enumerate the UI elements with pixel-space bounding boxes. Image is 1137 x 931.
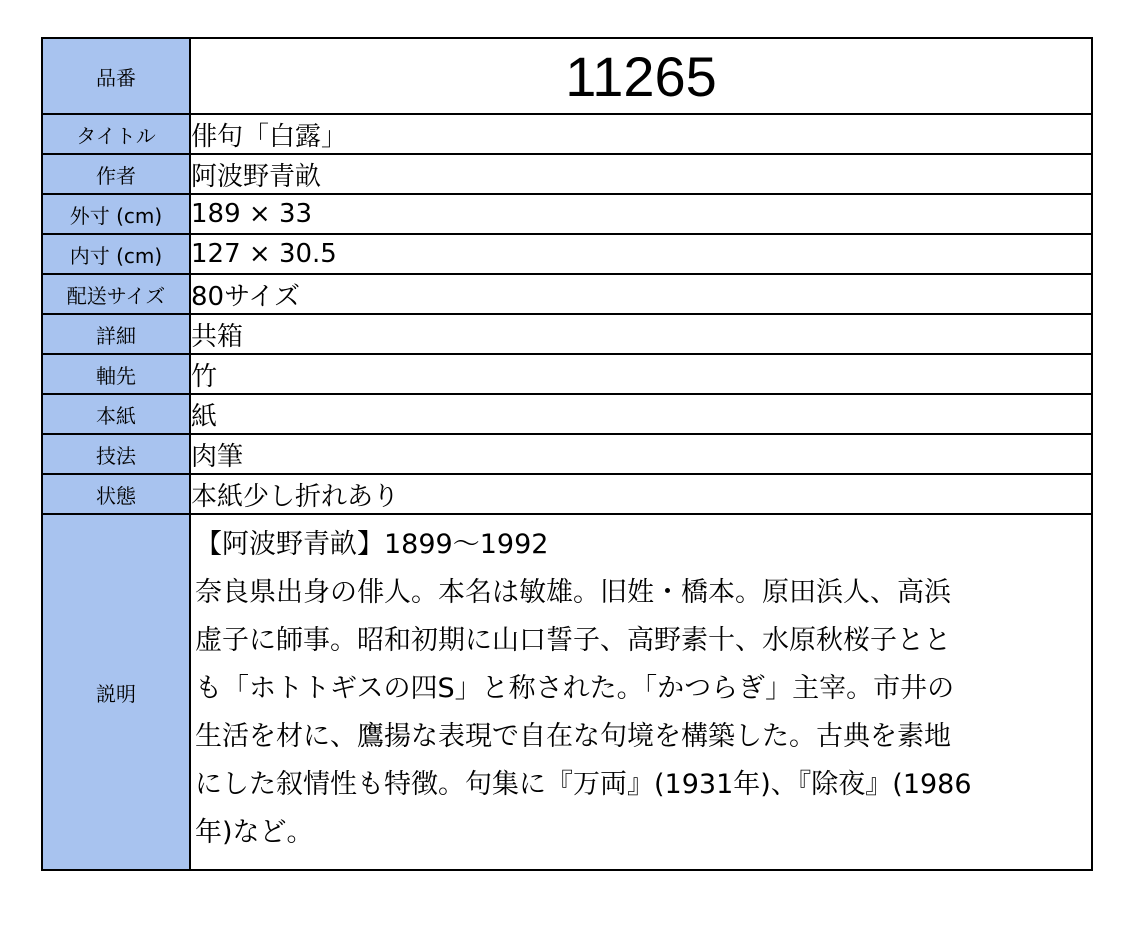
description-label: 説明: [42, 514, 190, 870]
title-label: タイトル: [42, 114, 190, 154]
title-row: [42, 114, 1092, 154]
details-label: 詳細: [42, 314, 190, 354]
author-label: 作者: [42, 154, 190, 194]
author-value: 阿波野青畝: [190, 154, 1092, 194]
outer-size-value: 189 × 33: [190, 194, 1092, 234]
condition-value: 本紙少し折れあり: [190, 474, 1092, 514]
description-text: [190, 514, 1092, 870]
description-line: にした叙情性も特徴。句集に『万両』(1931年)、『除夜』(1986: [195, 769, 972, 800]
inner-size-label: 内寸 (cm): [42, 234, 190, 274]
outer-size-row: [42, 194, 1092, 234]
condition-label: 状態: [42, 474, 190, 514]
condition-row: [42, 474, 1092, 514]
technique-label: 技法: [42, 434, 190, 474]
shipping-size-row: [42, 274, 1092, 314]
product-spec-table: [41, 37, 1093, 871]
paper-label: 本紙: [42, 394, 190, 434]
shipping-size-label: 配送サイズ: [42, 274, 190, 314]
details-row: [42, 314, 1092, 354]
roller-end-label: 軸先: [42, 354, 190, 394]
item-number-value: 11265: [190, 38, 1092, 114]
description-line: 虚子に師事。昭和初期に山口誓子、高野素十、水原秋桜子とと: [195, 625, 951, 656]
shipping-size-value: 80サイズ: [190, 274, 1092, 314]
technique-value: 肉筆: [190, 434, 1092, 474]
roller-end-value: 竹: [190, 354, 1092, 394]
inner-size-row: [42, 234, 1092, 274]
description-line: 年)など。: [195, 817, 314, 848]
author-row: [42, 154, 1092, 194]
details-value: 共箱: [190, 314, 1092, 354]
technique-row: [42, 434, 1092, 474]
roller-end-row: [42, 354, 1092, 394]
description-row: [42, 514, 1092, 870]
description-line: 奈良県出身の俳人。本名は敏雄。旧姓・橋本。原田浜人、高浜: [195, 577, 951, 608]
description-line: 生活を材に、鷹揚な表現で自在な句境を構築した。古典を素地: [195, 721, 951, 752]
item-number-label: 品番: [42, 38, 190, 114]
paper-value: 紙: [190, 394, 1092, 434]
outer-size-label: 外寸 (cm): [42, 194, 190, 234]
item-number-row: [42, 38, 1092, 114]
paper-row: [42, 394, 1092, 434]
description-line: も「ホトトギスの四S」と称された。「かつらぎ」主宰。市井の: [195, 673, 955, 704]
title-value: 俳句「白露」: [190, 114, 1092, 154]
inner-size-value: 127 × 30.5: [190, 234, 1092, 274]
description-line: 【阿波野青畝】1899〜1992: [195, 529, 549, 560]
